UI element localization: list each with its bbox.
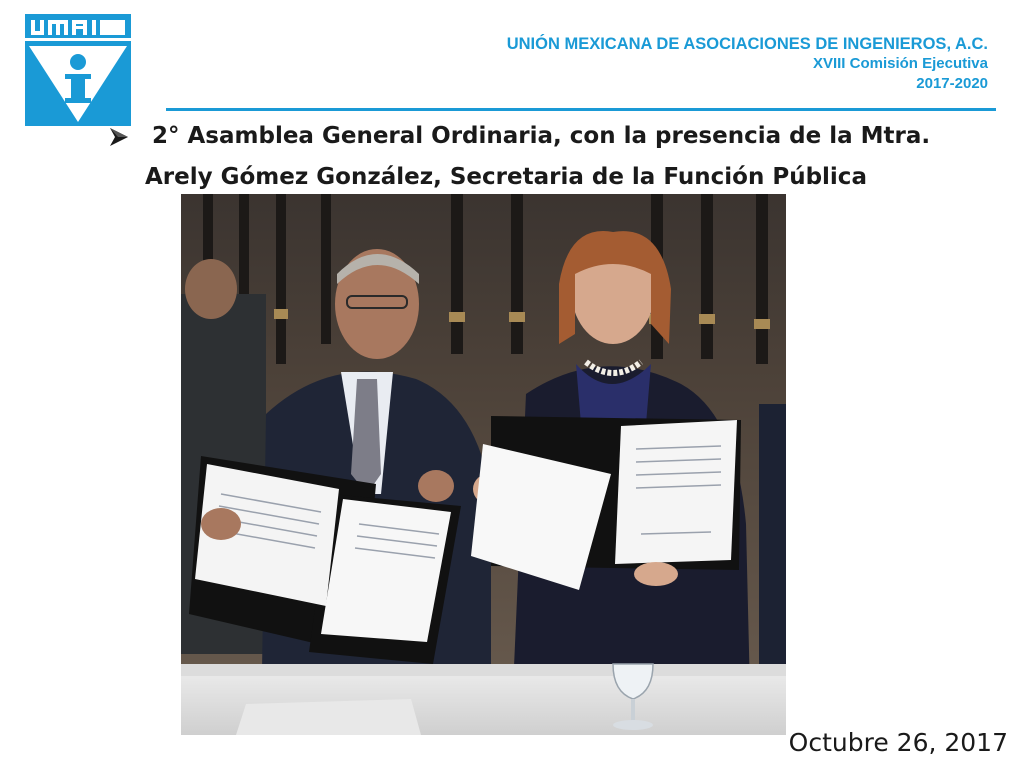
arrow-bullet-icon xyxy=(108,127,130,147)
heading-line-2: Arely Gómez González, Secretaria de la Función Pública xyxy=(145,164,867,190)
commission-name: XVIII Comisión Ejecutiva xyxy=(812,55,988,72)
organization-name: UNIÓN MEXICANA DE ASOCIACIONES DE INGENIEROS, A.C. xyxy=(506,35,988,53)
header-divider xyxy=(166,108,996,111)
period-label: 2017-2020 xyxy=(916,75,988,92)
slide-heading xyxy=(108,116,1008,198)
organization-header xyxy=(507,34,988,94)
event-date: Octubre 26, 2017 xyxy=(788,728,1008,757)
heading-line-1: 2° Asamblea General Ordinaria, con la presencia de la Mtra. xyxy=(152,123,931,149)
signing-ceremony-photo xyxy=(181,194,786,735)
umai-logo xyxy=(25,14,131,126)
